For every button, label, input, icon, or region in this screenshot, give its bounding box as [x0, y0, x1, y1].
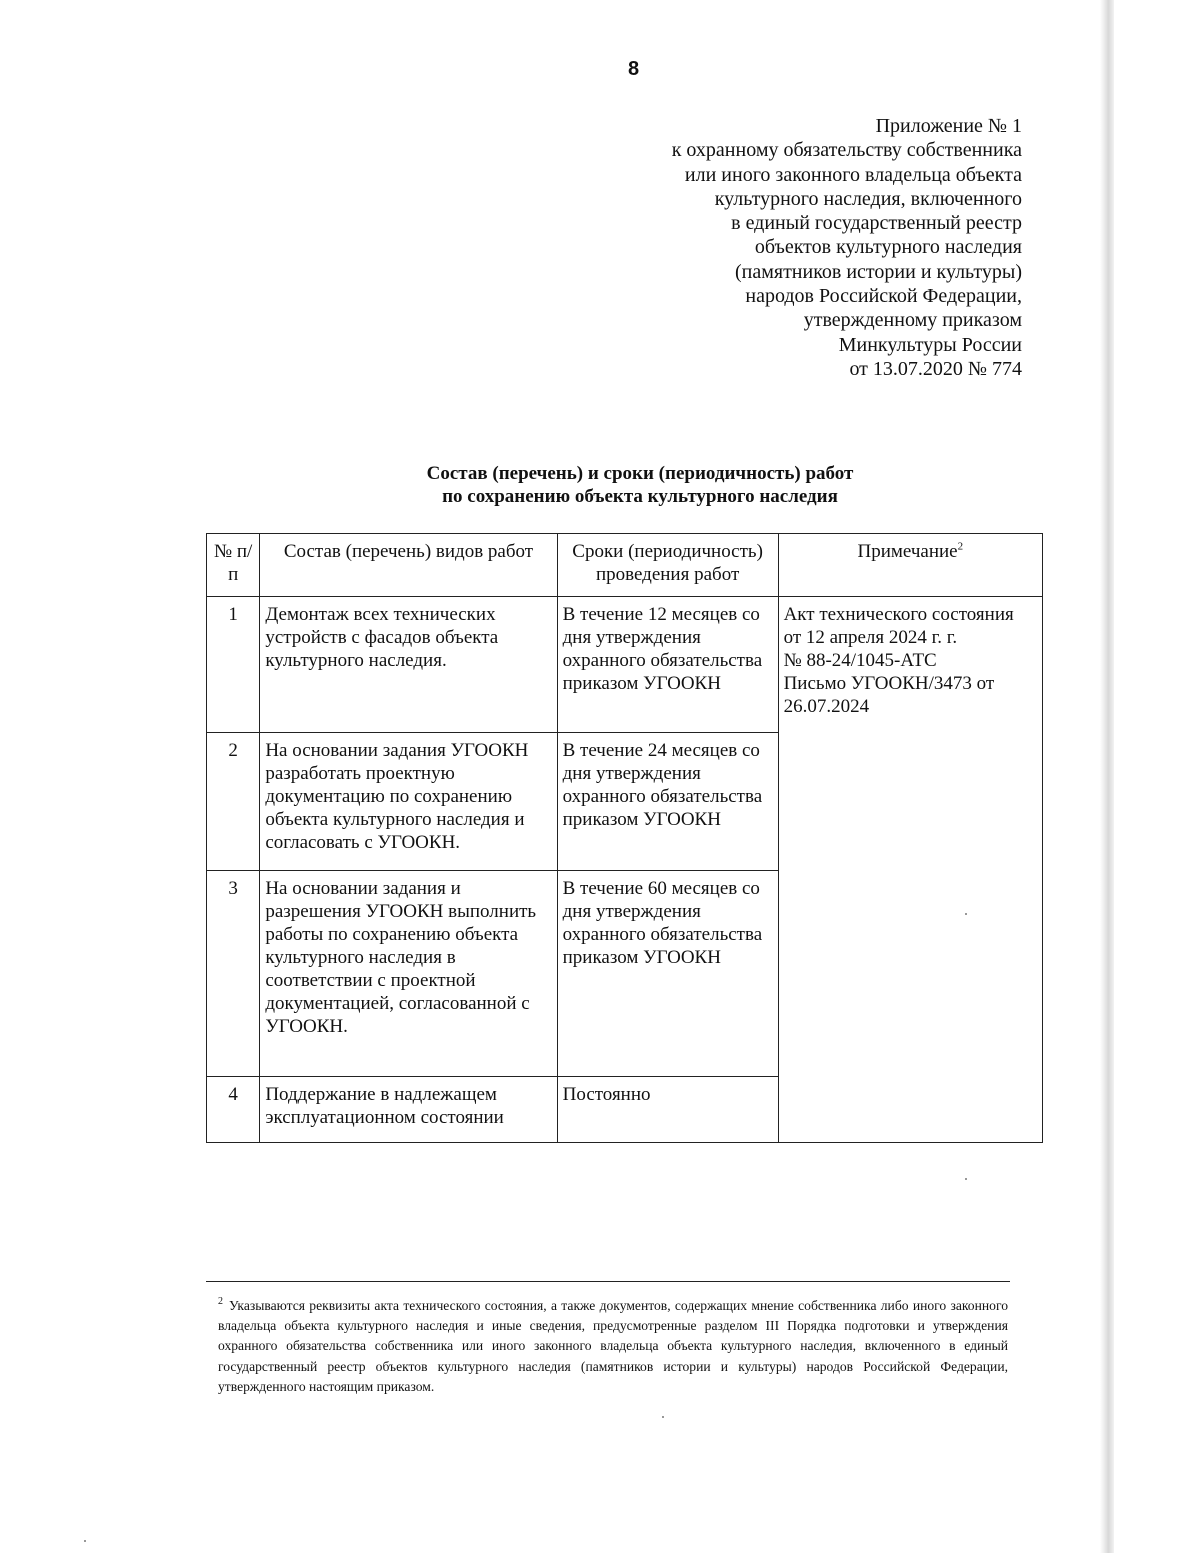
appendix-line: к охранному обязательству собственника [671, 139, 1022, 162]
header-work: Состав (перечень) видов работ [260, 534, 557, 597]
row-note [778, 597, 1042, 1143]
header-num: № п/п [207, 534, 260, 597]
header-note-label: Примечание [857, 541, 958, 562]
document-title [300, 462, 980, 508]
appendix-header [602, 114, 1022, 381]
document-title-line: по сохранению объекта культурного наследия [442, 486, 838, 507]
appendix-line: утвержденному приказом [803, 309, 1022, 332]
row-work: На основании задания и разрешения УГООКН выполнить работы по сохранению объекта культурного наследия в соответствии с проектной документацией, согласованной с УГООКН. [260, 871, 557, 1077]
row-num: 3 [207, 871, 260, 1077]
row-term: В течение 24 месяцев со дня утверждения охранного обязательства приказом УГООКН [557, 733, 778, 871]
works-table [206, 533, 1043, 1143]
appendix-line: (памятников истории и культуры) [734, 260, 1022, 283]
note-line: 26.07.2024 [783, 696, 870, 717]
row-num: 2 [207, 733, 260, 871]
appendix-line: культурного наследия, включенного [714, 187, 1022, 210]
scan-speck [662, 1416, 664, 1418]
note-line: Письмо УГООКН/3473 от [783, 673, 995, 694]
table-row [207, 597, 1043, 733]
scan-speck [84, 1540, 86, 1542]
note-line: Акт технического состояния [783, 604, 1014, 625]
note-line: от 12 апреля 2024 г. г. [783, 627, 958, 648]
appendix-line: или иного законного владельца объекта [684, 163, 1022, 186]
scan-speck [965, 1178, 967, 1180]
row-work: Поддержание в надлежащем эксплуатационном состоянии [260, 1077, 557, 1143]
footnote-text: Указываются реквизиты акта технического состояния, а также документов, содержащих мнение собственника либо иного законного владельца объекта культурного наследия и иные сведения, предусмотренные разделом III Порядка подготовки и утверждения охранного обязательства собственника или иного законного владельца объекта культурного наследия, включенного в единый государственный реестр объектов культурного наследия (памятников истории и культуры) народов Российской Федерации, утвержденного настоящим приказом. [218, 1298, 1008, 1394]
document-title-line: Состав (перечень) и сроки (периодичность) работ [426, 463, 854, 484]
row-num: 4 [207, 1077, 260, 1143]
row-num: 1 [207, 597, 260, 733]
footnote-divider [206, 1281, 1010, 1282]
appendix-line: в единый государственный реестр [731, 212, 1022, 235]
appendix-line: Приложение № 1 [875, 115, 1022, 137]
appendix-line: объектов культурного наследия [754, 236, 1022, 259]
footnote-mark: 2 [218, 1296, 223, 1308]
note-line: № 88-24/1045-АТС [783, 650, 937, 671]
page-number: 8 [628, 58, 640, 80]
footnote-ref: 2 [957, 540, 964, 553]
row-term: В течение 60 месяцев со дня утверждения охранного обязательства приказом УГООКН [557, 871, 778, 1077]
header-note [778, 534, 1042, 597]
scan-edge-shadow [1100, 0, 1114, 1553]
appendix-line: народов Российской Федерации, [745, 285, 1022, 308]
table-header-row [207, 534, 1043, 597]
appendix-line: Минкультуры России [838, 333, 1022, 356]
row-work: На основании задания УГООКН разработать проектную документацию по сохранению объекта культурного наследия и согласовать с УГООКН. [260, 733, 557, 871]
footnote [218, 1296, 1008, 1397]
row-term: Постоянно [557, 1077, 778, 1143]
appendix-line: от 13.07.2020 № 774 [849, 357, 1022, 380]
row-work: Демонтаж всех технических устройств с фасадов объекта культурного наследия. [260, 597, 557, 733]
header-term: Сроки (периодичность) проведения работ [557, 534, 778, 597]
row-term: В течение 12 месяцев со дня утверждения охранного обязательства приказом УГООКН [557, 597, 778, 733]
